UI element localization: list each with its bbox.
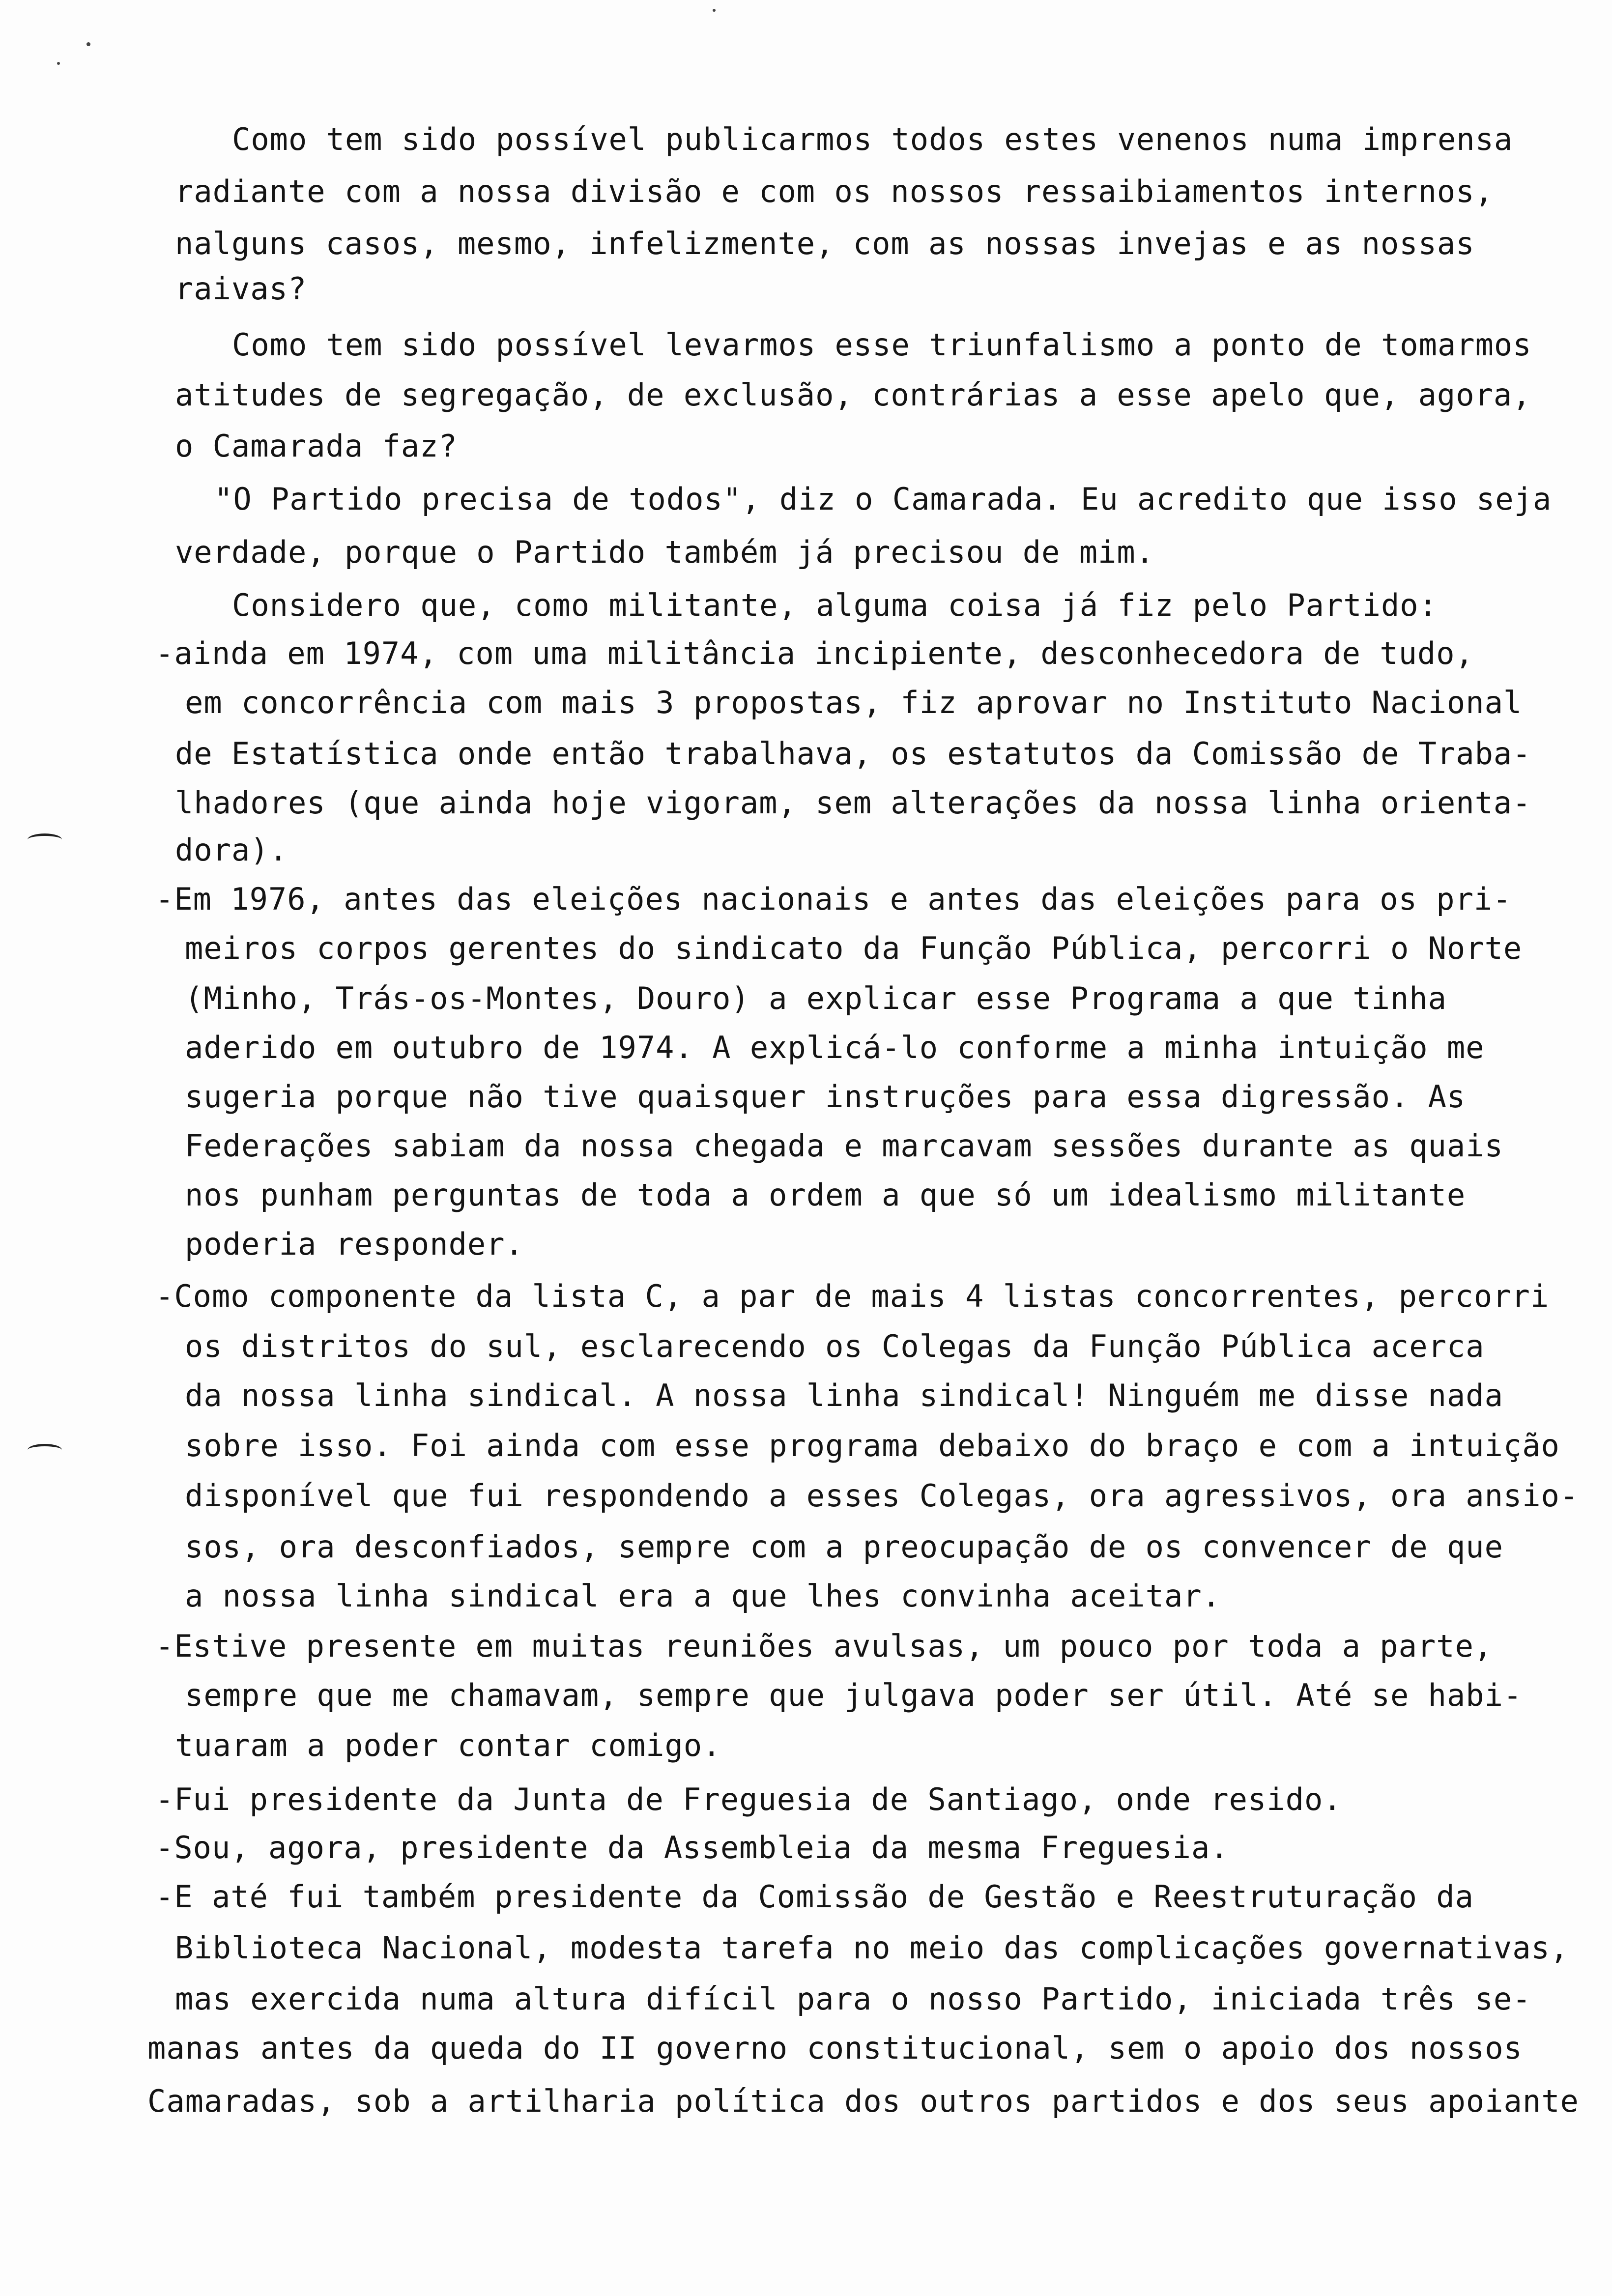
text-line: mas exercida numa altura difícil para o nosso Partido, iniciada três se-	[175, 1981, 1531, 2017]
text-line: "O Partido precisa de todos", diz o Camarada. Eu acredito que isso seja	[214, 481, 1552, 517]
text-line: lhadores (que ainda hoje vigoram, sem alterações da nossa linha orienta-	[175, 785, 1531, 821]
text-line: aderido em outubro de 1974. A explicá-lo conforme a minha intuição me	[185, 1030, 1485, 1065]
text-line: -ainda em 1974, com uma militância incipiente, desconhecedora de tudo,	[155, 635, 1474, 671]
text-line: -E até fui também presidente da Comissão de Gestão e Reestruturação da	[155, 1879, 1474, 1915]
text-line: Federações sabiam da nossa chegada e marcavam sessões durante as quais	[185, 1128, 1503, 1164]
text-line: Considero que, como militante, alguma coisa já fiz pelo Partido:	[232, 587, 1438, 623]
text-line: (Minho, Trás-os-Montes, Douro) a explicar esse Programa a que tinha	[185, 980, 1447, 1016]
text-line: atitudes de segregação, de exclusão, contrárias a esse apelo que, agora,	[175, 377, 1531, 413]
text-line: sempre que me chamavam, sempre que julgava poder ser útil. Até se habi-	[185, 1677, 1523, 1713]
text-line: sos, ora desconfiados, sempre com a preocupação de os convencer de que	[185, 1529, 1503, 1565]
text-line: nalguns casos, mesmo, infelizmente, com as nossas invejas e as nossas	[175, 226, 1475, 261]
text-line: Como tem sido possível levarmos esse triunfalismo a ponto de tomarmos	[232, 327, 1532, 363]
text-line: disponível que fui respondendo a esses Colegas, ora agressivos, ora ansio-	[185, 1478, 1579, 1514]
text-line: tuaram a poder contar comigo.	[175, 1727, 721, 1763]
text-line: sugeria porque não tive quaisquer instruções para essa digressão. As	[185, 1079, 1466, 1115]
text-line: -Em 1976, antes das eleições nacionais e antes das eleições para os pri-	[155, 881, 1512, 917]
text-line: sobre isso. Foi ainda com esse programa debaixo do braço e com a intuição	[185, 1428, 1560, 1464]
text-line: Como tem sido possível publicarmos todos estes venenos numa imprensa	[232, 121, 1513, 157]
scan-speck	[57, 62, 60, 65]
text-line: o Camarada faz?	[175, 428, 458, 464]
text-line: poderia responder.	[185, 1226, 524, 1262]
text-line: da nossa linha sindical. A nossa linha sindical! Ninguém me disse nada	[185, 1378, 1503, 1413]
text-line: raivas?	[175, 271, 307, 307]
text-line: radiante com a nossa divisão e com os nossos ressaibiamentos internos,	[175, 173, 1494, 209]
text-line: -Como componente da lista C, a par de mais 4 listas concorrentes, percorri	[155, 1278, 1550, 1314]
text-line: dora).	[175, 832, 288, 868]
text-line: em concorrência com mais 3 propostas, fiz aprovar no Instituto Nacional	[185, 685, 1523, 720]
text-line: nos punham perguntas de toda a ordem a que só um idealismo militante	[185, 1177, 1466, 1213]
text-line: manas antes da queda do II governo constitucional, sem o apoio dos nossos	[147, 2030, 1523, 2066]
text-line: -Fui presidente da Junta de Freguesia de Santiago, onde resido.	[155, 1781, 1342, 1817]
scan-speck	[86, 42, 90, 46]
text-line: Camaradas, sob a artilharia política dos outros partidos e dos seus apoiante	[147, 2083, 1579, 2119]
text-line: os distritos do sul, esclarecendo os Colegas da Função Pública acerca	[185, 1328, 1485, 1364]
text-line: a nossa linha sindical era a que lhes convinha aceitar.	[185, 1578, 1221, 1614]
scan-speck	[713, 9, 716, 12]
text-line: -Estive presente em muitas reuniões avulsas, um pouco por toda a parte,	[155, 1628, 1493, 1664]
text-line: -Sou, agora, presidente da Assembleia da mesma Freguesia.	[155, 1830, 1229, 1866]
margin-mark	[28, 833, 62, 846]
text-line: Biblioteca Nacional, modesta tarefa no meio das complicações governativas,	[175, 1930, 1569, 1966]
margin-mark	[28, 1444, 62, 1456]
text-line: meiros corpos gerentes do sindicato da Função Pública, percorri o Norte	[185, 930, 1523, 966]
text-line: verdade, porque o Partido também já precisou de mim.	[175, 534, 1155, 570]
text-line: de Estatística onde então trabalhava, os estatutos da Comissão de Traba-	[175, 736, 1531, 772]
